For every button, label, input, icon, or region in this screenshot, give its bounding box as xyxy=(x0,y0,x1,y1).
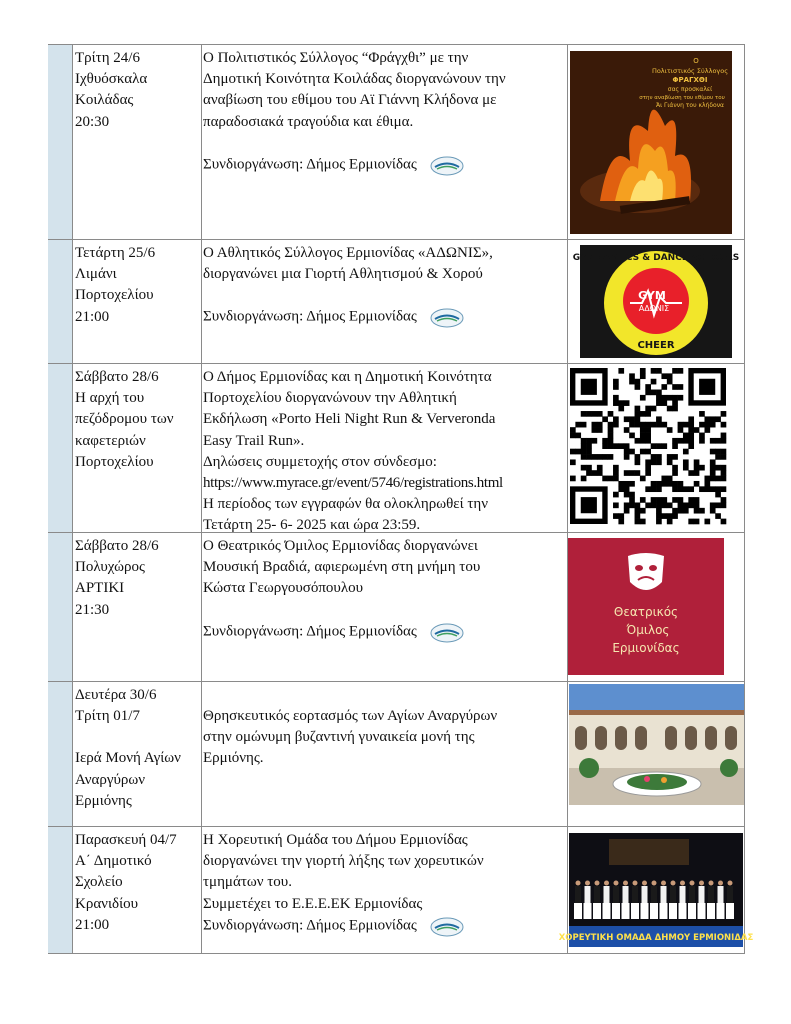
event-row-4 xyxy=(48,532,745,681)
banner-text: ΧΟΡΕΥΤΙΚΗ ΟΜΑΔΑ ΔΗΜΟΥ ΕΡΜΙΟΝΙΔΑΣ xyxy=(558,933,754,943)
event-time: 20:30 xyxy=(75,113,110,130)
event-when xyxy=(75,536,199,621)
event-row-3 xyxy=(48,363,745,532)
event-when xyxy=(75,243,199,328)
event-venue: Ιχθυόσκαλα xyxy=(75,71,148,88)
desc-line: Ερμιόνης. xyxy=(203,750,264,767)
municipality-logo xyxy=(429,306,465,328)
co-organizer: Συνδιοργάνωση: Δήμος Ερμιονίδας xyxy=(203,154,566,176)
event-venue: Α΄ Δημοτικό xyxy=(75,853,152,870)
event-description xyxy=(203,367,566,537)
municipality-logo xyxy=(429,621,465,643)
registration-qr-code[interactable] xyxy=(570,368,726,524)
desc-line: Η περίοδος των εγγραφών θα ολοκληρωθεί την xyxy=(203,496,489,513)
desc-line: Easy Trail Run». xyxy=(203,432,305,449)
poster-text: στην αναβίωση του εθίμου του xyxy=(639,95,725,101)
desc-line: Ο Πολιτιστικός Σύλλογος “Φράγχθι” με την xyxy=(203,50,469,66)
event-description xyxy=(203,685,566,770)
event-venue: πεζόδρομου των xyxy=(75,411,174,428)
event-venue: Σχολείο xyxy=(75,874,123,891)
event-time: 21:00 xyxy=(75,916,110,933)
row-stripe xyxy=(48,45,72,239)
event-description xyxy=(203,536,566,643)
poster-text: ΦΡΑΓΧΘΙ xyxy=(672,76,708,84)
event-venue: Πορτοχελίου xyxy=(75,287,154,304)
logo-text: Όμιλος xyxy=(626,623,670,637)
event-venue: Ιερά Μονή Αγίων xyxy=(75,750,181,767)
event-venue: ΑΡΤΙΚΙ xyxy=(75,580,125,597)
event-date: Δευτέρα 30/6 xyxy=(75,687,157,703)
event-venue: Πορτοχελίου xyxy=(75,453,154,470)
theatre-group-logo xyxy=(568,538,724,675)
co-organizer: Συνδιοργάνωση: Δήμος Ερμιονίδας xyxy=(203,621,566,643)
event-venue: Κοιλάδας xyxy=(75,92,134,109)
event-date: Τετάρτη 25/6 xyxy=(75,245,156,261)
logo-text: ΑΔΩΝΙΣ xyxy=(638,304,670,313)
desc-line: Ο Θεατρικός Όμιλος Ερμιονίδας διοργανώνει xyxy=(203,538,478,554)
desc-line: τμημάτων του. xyxy=(203,874,292,891)
event-venue: Λιμάνι xyxy=(75,266,117,283)
event-time: 21:30 xyxy=(75,601,110,618)
adonis-gym-logo xyxy=(572,245,740,358)
logo-text: GYMNASTICS & DANCE SCHOOLS xyxy=(572,253,740,263)
desc-line: Πορτοχελίου διοργανώνουν την Αθλητική xyxy=(203,390,457,407)
event-row-6 xyxy=(48,826,754,954)
poster-text: Πολιτιστικός Σύλλογος xyxy=(651,67,729,75)
logo-text: CHEER xyxy=(637,340,675,351)
desc-line: διοργανώνει μια Γιορτή Αθλητισμού & Χορού xyxy=(203,266,483,283)
desc-line: Δηλώσεις συμμετοχής στον σύνδεσμο: xyxy=(203,453,437,470)
event-venue: καφετεριών xyxy=(75,432,146,449)
kledonas-fire-poster xyxy=(570,51,732,234)
desc-line: Κώστα Γεωργουσόπουλου xyxy=(203,580,364,597)
desc-line: διοργανώνει την γιορτή λήξης των χορευτικών xyxy=(203,853,484,870)
municipality-logo xyxy=(429,154,465,176)
desc-line: Συμμετέχει το Ε.Ε.Ε.ΕΚ Ερμιονίδας xyxy=(203,895,423,912)
desc-line: αναβίωση του εθίμου του Αϊ Γιάννη Κλήδονα με xyxy=(203,92,497,109)
event-when xyxy=(75,685,199,812)
event-date: Παρασκευή 04/7 xyxy=(75,832,177,848)
co-organizer: Συνδιοργάνωση: Δήμος Ερμιονίδας xyxy=(203,915,566,937)
event-description xyxy=(203,243,566,328)
monastery-photo xyxy=(569,684,744,805)
desc-line: Μουσική Βραδιά, αφιερωμένη στη μνήμη του xyxy=(203,559,481,576)
desc-line: Δημοτική Κοινότητα Κοιλάδας διοργανώνουν την xyxy=(203,71,506,88)
event-row-5 xyxy=(48,681,745,826)
event-venue: Κρανιδίου xyxy=(75,895,139,912)
poster-text: σας προσκαλεί xyxy=(667,86,713,93)
logo-text: Ερμιονίδας xyxy=(612,641,680,655)
desc-line: Ο Αθλητικός Σύλλογος Ερμιονίδας «ΑΔΩΝΙΣ», xyxy=(203,245,493,261)
event-date: Σάββατο 28/6 xyxy=(75,538,159,554)
dance-group-photo xyxy=(558,833,754,947)
events-table xyxy=(48,44,754,954)
event-date: Σάββατο 28/6 xyxy=(75,369,159,385)
event-date: Τρίτη 24/6 xyxy=(75,50,140,66)
event-description xyxy=(203,830,566,937)
co-organizer: Συνδιοργάνωση: Δήμος Ερμιονίδας xyxy=(203,306,566,328)
event-venue: Πολυχώρος xyxy=(75,559,145,576)
desc-line: Η Χορευτική Ομάδα του Δήμου Ερμιονίδας xyxy=(203,832,468,848)
event-row-1 xyxy=(48,44,745,239)
event-when xyxy=(75,830,199,936)
logo-text: Θεατρικός xyxy=(613,605,679,619)
desc-line: Θρησκευτικός εορτασμός των Αγίων Αναργύρων xyxy=(203,708,498,724)
poster-text: Άι Γιάννη του κλήδονα xyxy=(655,102,725,109)
event-venue: Ερμιόνης xyxy=(75,792,132,809)
logo-text: GYM xyxy=(638,289,666,302)
desc-line: στην ομώνυμη βυζαντινή γυναικεία μονή της xyxy=(203,729,475,746)
desc-line: Εκδήλωση «Porto Heli Night Run & Ververonda xyxy=(203,411,496,428)
event-when xyxy=(75,48,199,133)
desc-line: Ο Δήμος Ερμιονίδας και η Δημοτική Κοινότητα xyxy=(203,369,492,385)
event-venue: Η αρχή του xyxy=(75,390,145,407)
municipality-logo xyxy=(429,915,465,937)
desc-line: παραδοσιακά τραγούδια και έθιμα. xyxy=(203,113,414,130)
event-when xyxy=(75,367,199,473)
registration-link[interactable]: https://www.myrace.gr/event/5746/registrations.html xyxy=(203,475,503,492)
event-row-2 xyxy=(48,239,745,363)
event-description xyxy=(203,48,566,176)
desc-line: Τετάρτη 25- 6- 2025 και ώρα 23:59. xyxy=(203,517,421,534)
event-venue: Αναργύρων xyxy=(75,771,146,788)
event-time: 21:00 xyxy=(75,308,110,325)
poster-text: Ο xyxy=(693,57,699,65)
event-date: Τρίτη 01/7 xyxy=(75,708,140,725)
